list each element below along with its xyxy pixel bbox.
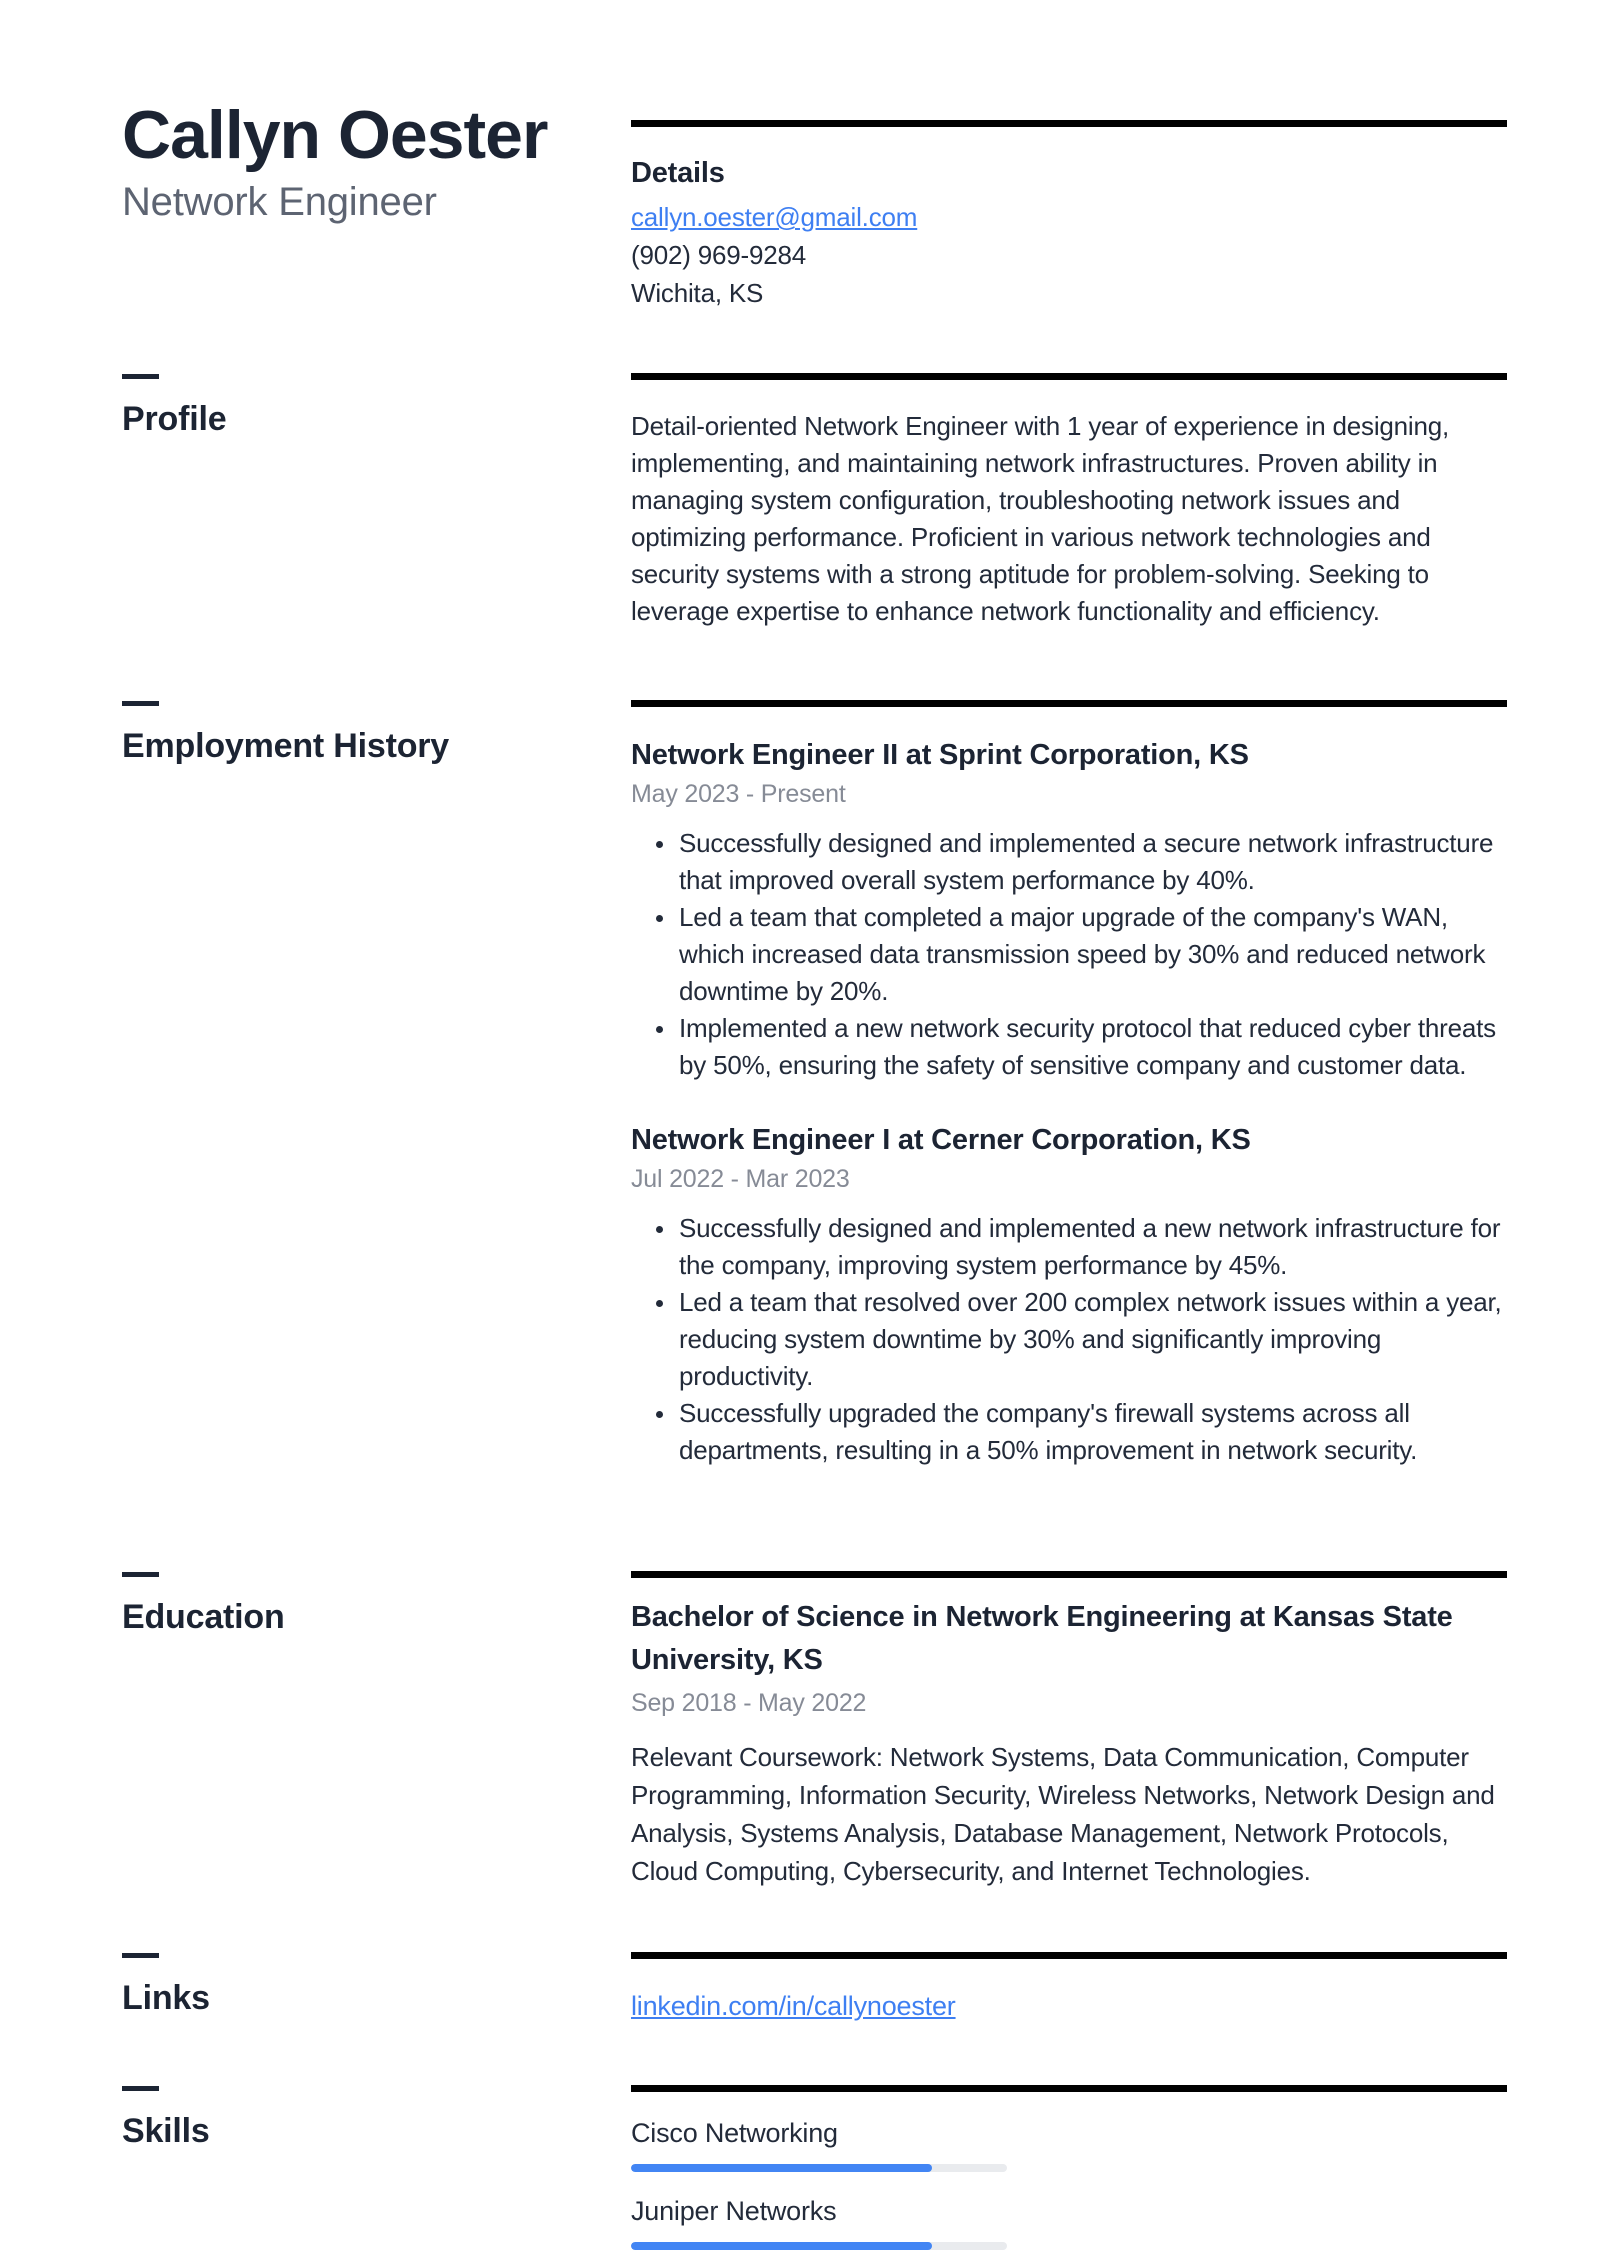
skill-entry bbox=[631, 2116, 1507, 2172]
skill-name: Cisco Networking bbox=[631, 2118, 838, 2148]
links-line bbox=[631, 1988, 1507, 2024]
education-dates: Sep 2018 - May 2022 bbox=[631, 1689, 867, 1717]
skill-level-bar bbox=[631, 2164, 1007, 2172]
degree-title: Bachelor of Science in Network Engineering at Kansas State University, KS bbox=[631, 1601, 1453, 1676]
skill-level-fill bbox=[631, 2242, 932, 2250]
section-dash bbox=[122, 1572, 159, 1577]
job-bullet: • Successfully designed and implemented a secure network infrastructure that improved overall system performance by 40%. bbox=[677, 825, 1507, 899]
person-job-title: Network Engineer bbox=[122, 180, 437, 224]
skill-level-bar bbox=[631, 2242, 1007, 2250]
job-bullet: • Successfully designed and implemented a new network infrastructure for the company, improving system performance by 45%. bbox=[677, 1210, 1507, 1284]
section-dash bbox=[122, 1953, 159, 1958]
education-entry bbox=[631, 1596, 1507, 1890]
profile-content bbox=[631, 373, 1507, 630]
details-block bbox=[631, 120, 1507, 312]
section-rule bbox=[631, 120, 1507, 127]
skills-section bbox=[122, 2085, 1507, 2261]
education-description: Relevant Coursework: Network Systems, Data Communication, Computer Programming, Information Security, Wireless Networks, Network Design and Analysis, Systems Analysis, Database Management, Network Protocols, Cloud Computing, Cybersecurity, and Internet Technologies. bbox=[631, 1742, 1495, 1886]
skills-content bbox=[631, 2085, 1507, 2261]
job-entry bbox=[631, 1120, 1507, 1469]
section-rule bbox=[631, 373, 1507, 380]
location: Wichita, KS bbox=[631, 278, 764, 308]
contact-email-line bbox=[631, 198, 1507, 236]
linkedin-link[interactable]: linkedin.com/in/callynoester bbox=[631, 1991, 956, 2021]
section-rule bbox=[631, 2085, 1507, 2092]
job-bullets bbox=[631, 825, 1507, 1084]
skill-name: Juniper Networks bbox=[631, 2196, 837, 2226]
person-name: Callyn Oester bbox=[122, 97, 548, 173]
job-title: Network Engineer II at Sprint Corporation, KS bbox=[631, 739, 1249, 771]
links-section bbox=[122, 1952, 1507, 2024]
job-bullets bbox=[631, 1210, 1507, 1469]
section-dash bbox=[122, 2086, 159, 2091]
skills-list bbox=[631, 2116, 1507, 2250]
section-rule bbox=[631, 1571, 1507, 1578]
profile-text: Detail-oriented Network Engineer with 1 year of experience in designing, implementing, and maintaining network infrastructures. Proven ability in managing system configuration, troubleshooting network issues and optimizing performance. Proficient in various network technologies and security systems with a strong aptitude for problem-solving. Seeking to leverage expertise to enhance network functionality and efficiency. bbox=[631, 411, 1450, 626]
section-rule bbox=[631, 700, 1507, 707]
profile-section bbox=[122, 373, 1507, 630]
skill-entry bbox=[631, 2194, 1507, 2250]
education-heading: Education bbox=[122, 1598, 285, 1636]
phone-number: (902) 969-9284 bbox=[631, 240, 806, 270]
job-bullet: • Successfully upgraded the company's firewall systems across all departments, resulting in a 50% improvement in network security. bbox=[677, 1395, 1507, 1469]
profile-heading: Profile bbox=[122, 400, 227, 438]
links-content bbox=[631, 1952, 1507, 2024]
education-label-block bbox=[122, 1571, 631, 1890]
header-section bbox=[122, 96, 1507, 312]
employment-content bbox=[631, 700, 1507, 1505]
job-bullet: • Led a team that resolved over 200 complex network issues within a year, reducing system downtime by 30% and significantly improving productivity. bbox=[677, 1284, 1507, 1395]
links-heading: Links bbox=[122, 1979, 210, 2017]
employment-heading: Employment History bbox=[122, 727, 450, 765]
employment-label-block bbox=[122, 700, 631, 1505]
job-dates: May 2023 - Present bbox=[631, 780, 846, 808]
jobs-list bbox=[631, 735, 1507, 1469]
email-link[interactable]: callyn.oester@gmail.com bbox=[631, 202, 918, 232]
job-dates: Jul 2022 - Mar 2023 bbox=[631, 1165, 850, 1193]
job-bullet: • Implemented a new network security protocol that reduced cyber threats by 50%, ensuring the safety of sensitive company and customer data. bbox=[677, 1010, 1507, 1084]
profile-label-block bbox=[122, 373, 631, 630]
education-section bbox=[122, 1571, 1507, 1890]
section-dash bbox=[122, 374, 159, 379]
links-label-block bbox=[122, 1952, 631, 2024]
skill-level-fill bbox=[631, 2164, 932, 2172]
section-dash bbox=[122, 701, 159, 706]
job-bullet: • Led a team that completed a major upgrade of the company's WAN, which increased data transmission speed by 30% and reduced network downtime by 20%. bbox=[677, 899, 1507, 1010]
skills-label-block bbox=[122, 2085, 631, 2261]
job-entry bbox=[631, 735, 1507, 1084]
education-content bbox=[631, 1571, 1507, 1890]
employment-section bbox=[122, 700, 1507, 1505]
skills-heading: Skills bbox=[122, 2112, 210, 2150]
job-title: Network Engineer I at Cerner Corporation, KS bbox=[631, 1124, 1251, 1156]
details-heading: Details bbox=[631, 157, 725, 189]
name-block bbox=[122, 96, 631, 312]
section-rule bbox=[631, 1952, 1507, 1959]
